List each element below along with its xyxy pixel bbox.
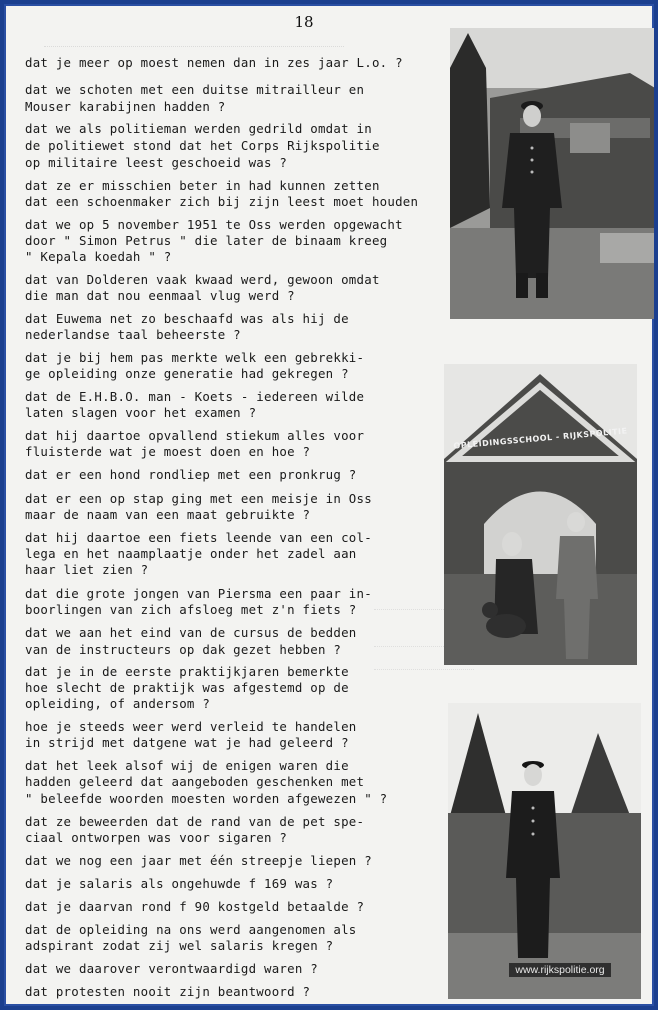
text-line: dat ze er misschien beter in had kunnen zetten [25, 178, 380, 193]
text-line: Mouser karabijnen hadden ? [25, 99, 226, 114]
text-line: dat er een op stap ging met een meisje in Oss [25, 491, 372, 506]
text-line: " beleefde woorden moesten worden afgewezen " ? [25, 791, 388, 806]
text-line: in strijd met datgene wat je had geleerd ? [25, 735, 349, 750]
text-line: lega en het naamplaatje onder het zadel aan [25, 546, 357, 561]
text-line: hoe je steeds weer werd verleid te handelen [25, 719, 357, 734]
text-line: laten slagen voor het examen ? [25, 405, 257, 420]
text-line: haar liet zien ? [25, 562, 149, 577]
text-line: ciaal ontworpen was voor sigaren ? [25, 830, 288, 845]
page-number: 18 [294, 13, 314, 31]
photo-officer-building [450, 28, 654, 319]
text-line: dat de E.H.B.O. man - Koets - iedereen wilde [25, 389, 365, 404]
text-line: dat hij daartoe opvallend stiekum alles voor [25, 428, 365, 443]
text-line: dat we nog een jaar met één streepje liepen ? [25, 853, 372, 868]
text-line: dat we als politieman werden gedrild omdat in [25, 121, 372, 136]
text-line: boorlingen van zich afsloeg met z'n fiets ? [25, 602, 357, 617]
gate-sign-text: OPLEIDINGSSCHOOL - RIJKSPOLITIE [453, 426, 628, 451]
text-line: dat hij daartoe een fiets leende van een col- [25, 530, 372, 545]
text-line: dat het leek alsof wij de enigen waren die [25, 758, 349, 773]
text-line: dat je in de eerste praktijkjaren bemerkte [25, 664, 349, 679]
text-line: dat protesten nooit zijn beantwoord ? [25, 984, 311, 999]
text-line: adspirant zodat zij wel salaris kregen ? [25, 938, 334, 953]
text-line: dat we op 5 november 1951 te Oss werden opgewacht [25, 217, 403, 232]
text-line: de politiewet stond dat het Corps Rijkspolitie [25, 138, 380, 153]
photo-school-gate [444, 364, 637, 665]
text-line: " Kepala koedah " ? [25, 249, 172, 264]
text-line: dat je bij hem pas merkte welk een gebrekki- [25, 350, 365, 365]
text-line: hadden geleerd dat aangeboden geschenken met [25, 774, 365, 789]
text-line: dat we schoten met een duitse mitrailleur en [25, 82, 365, 97]
text-line: dat die grote jongen van Piersma een paar in- [25, 586, 372, 601]
text-line: dat we daarover verontwaardigd waren ? [25, 961, 318, 976]
text-line: dat ze beweerden dat de rand van de pet spe- [25, 814, 365, 829]
text-line: van de instructeurs op dak gezet hebben ? [25, 642, 342, 657]
bleed-through-text [374, 669, 474, 680]
text-line: dat Euwema net zo beschaafd was als hij de [25, 311, 349, 326]
text-line: dat van Dolderen vaak kwaad werd, gewoon omdat [25, 272, 380, 287]
text-line: dat je meer op moest nemen dan in zes jaar L.o. ? [25, 55, 403, 70]
text-line: ge opleiding onze generatie had gekregen ? [25, 366, 349, 381]
text-line: dat je salaris als ongehuwde f 169 was ? [25, 876, 334, 891]
text-line: door " Simon Petrus " die later de binaam kreeg [25, 233, 388, 248]
text-line: dat je daarvan rond f 90 kostgeld betaalde ? [25, 899, 365, 914]
text-line: fluisterde wat je moest doen en hoe ? [25, 444, 311, 459]
photo-officer-winter [448, 703, 641, 999]
text-line: dat we aan het eind van de cursus de bedden [25, 625, 357, 640]
document-page [4, 4, 654, 1006]
text-line: nederlandse taal beheerste ? [25, 327, 241, 342]
text-line: dat er een hond rondliep met een pronkrug ? [25, 467, 357, 482]
text-line: dat een schoenmaker zich bij zijn leest moet houden [25, 194, 419, 209]
text-line: hoe slecht de praktijk was afgestemd op de [25, 680, 349, 695]
text-line: op militaire leest geschoeid was ? [25, 155, 288, 170]
text-line: opleiding, of andersom ? [25, 696, 211, 711]
text-line: die man dat nou eenmaal vlug werd ? [25, 288, 295, 303]
text-line: dat de opleiding na ons werd aangenomen als [25, 922, 357, 937]
text-line: maar de naam van een maat gebruikte ? [25, 507, 311, 522]
website-watermark: www.rijkspolitie.org [509, 963, 611, 977]
